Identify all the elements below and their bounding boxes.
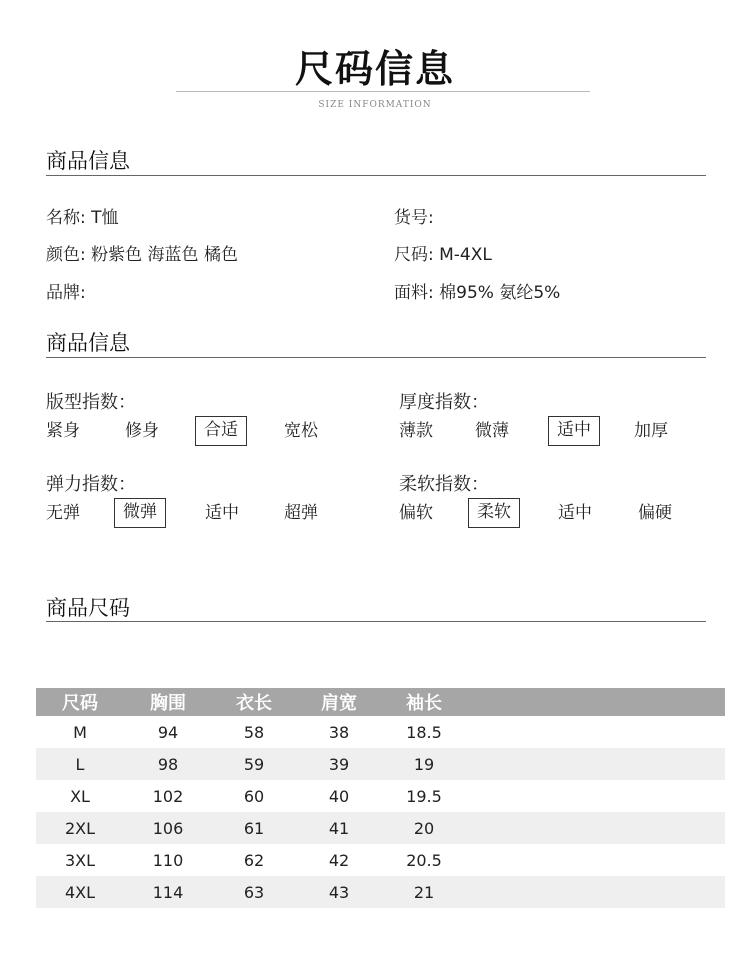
fit-option-tight: 紧身 xyxy=(46,421,80,441)
softness-option-hard: 偏硬 xyxy=(638,503,672,523)
cell-length: 58 xyxy=(243,722,265,742)
cell-blank xyxy=(466,812,725,844)
col-header-sleeve: 袖长 xyxy=(382,688,466,716)
cell-length: 60 xyxy=(243,786,265,806)
cell-sleeve: 18.5 xyxy=(406,722,442,742)
fit-index-label: 版型指数： xyxy=(46,392,136,413)
product-size-range: 尺码: M-4XL xyxy=(394,245,492,265)
product-item-no: 货号: xyxy=(394,208,434,228)
elasticity-option-super: 超弹 xyxy=(284,503,318,523)
cell-shoulder: 39 xyxy=(296,748,382,780)
cell-chest: 98 xyxy=(124,748,212,780)
elasticity-option-none: 无弹 xyxy=(46,503,80,523)
thickness-option-light: 微薄 xyxy=(475,421,509,441)
cell-chest: 110 xyxy=(152,850,184,870)
cell-shoulder: 38 xyxy=(328,722,350,742)
col-header-blank xyxy=(466,688,725,716)
cell-chest: 94 xyxy=(157,722,179,742)
cell-blank xyxy=(466,748,725,780)
size-table-header-row xyxy=(36,688,725,716)
cell-sleeve: 19 xyxy=(382,748,466,780)
fit-option-regular-selected: 合适 xyxy=(195,416,247,446)
cell-sleeve: 19.5 xyxy=(406,786,442,806)
table-row xyxy=(36,844,725,876)
cell-length: 62 xyxy=(243,850,265,870)
section-divider xyxy=(46,175,706,176)
softness-option-very-soft-selected: 柔软 xyxy=(468,498,520,528)
page-subtitle: SIZE INFORMATION xyxy=(318,100,432,110)
section-title-product-info: 商品信息 xyxy=(46,149,130,173)
cell-length: 61 xyxy=(212,812,296,844)
cell-size: L xyxy=(36,748,124,780)
title-divider xyxy=(176,91,590,92)
elasticity-index-label: 弹力指数： xyxy=(46,474,136,495)
cell-chest: 114 xyxy=(124,876,212,908)
cell-chest: 102 xyxy=(152,786,184,806)
section-divider xyxy=(46,621,706,622)
softness-option-soft: 偏软 xyxy=(399,503,433,523)
thickness-option-thick: 加厚 xyxy=(634,421,668,441)
section-divider xyxy=(46,357,706,358)
cell-size: M xyxy=(73,722,87,742)
fit-option-loose: 宽松 xyxy=(284,421,318,441)
product-material: 面料: 棉95% 氨纶5% xyxy=(394,283,561,303)
thickness-option-medium-selected: 适中 xyxy=(548,416,600,446)
cell-length: 63 xyxy=(212,876,296,908)
fit-option-slim: 修身 xyxy=(125,421,159,441)
elasticity-option-medium: 适中 xyxy=(205,503,239,523)
cell-blank xyxy=(466,780,725,812)
cell-chest: 106 xyxy=(124,812,212,844)
softness-option-medium: 适中 xyxy=(558,503,592,523)
cell-shoulder: 43 xyxy=(296,876,382,908)
col-header-size: 尺码 xyxy=(36,688,124,716)
cell-size: 4XL xyxy=(36,876,124,908)
cell-size: 3XL xyxy=(64,850,96,870)
cell-sleeve: 20.5 xyxy=(406,850,442,870)
cell-sleeve: 20 xyxy=(382,812,466,844)
cell-size: 2XL xyxy=(36,812,124,844)
table-row xyxy=(36,876,725,908)
cell-shoulder: 41 xyxy=(296,812,382,844)
cell-shoulder: 40 xyxy=(328,786,350,806)
page-title: 尺码信息 xyxy=(294,47,455,91)
product-brand: 品牌: xyxy=(46,283,86,303)
product-color: 颜色: 粉紫色 海蓝色 橘色 xyxy=(46,245,238,265)
thickness-index-label: 厚度指数： xyxy=(399,392,489,413)
elasticity-option-slight-selected: 微弹 xyxy=(114,498,166,528)
section-title-size: 商品尺码 xyxy=(46,596,130,620)
section-title-indices: 商品信息 xyxy=(46,331,130,355)
table-row xyxy=(36,748,725,780)
cell-blank xyxy=(466,844,725,876)
cell-sleeve: 21 xyxy=(382,876,466,908)
col-header-shoulder: 肩宽 xyxy=(296,688,382,716)
table-row xyxy=(36,780,725,812)
size-table xyxy=(36,688,725,908)
cell-length: 59 xyxy=(212,748,296,780)
table-row xyxy=(36,716,725,748)
col-header-chest: 胸围 xyxy=(124,688,212,716)
thickness-option-thin: 薄款 xyxy=(399,421,433,441)
col-header-length: 衣长 xyxy=(212,688,296,716)
cell-blank xyxy=(466,876,725,908)
cell-shoulder: 42 xyxy=(328,850,350,870)
product-name: 名称: T恤 xyxy=(46,208,119,228)
cell-size: XL xyxy=(70,786,90,806)
table-row xyxy=(36,812,725,844)
cell-blank xyxy=(466,716,725,748)
softness-index-label: 柔软指数： xyxy=(399,474,489,495)
